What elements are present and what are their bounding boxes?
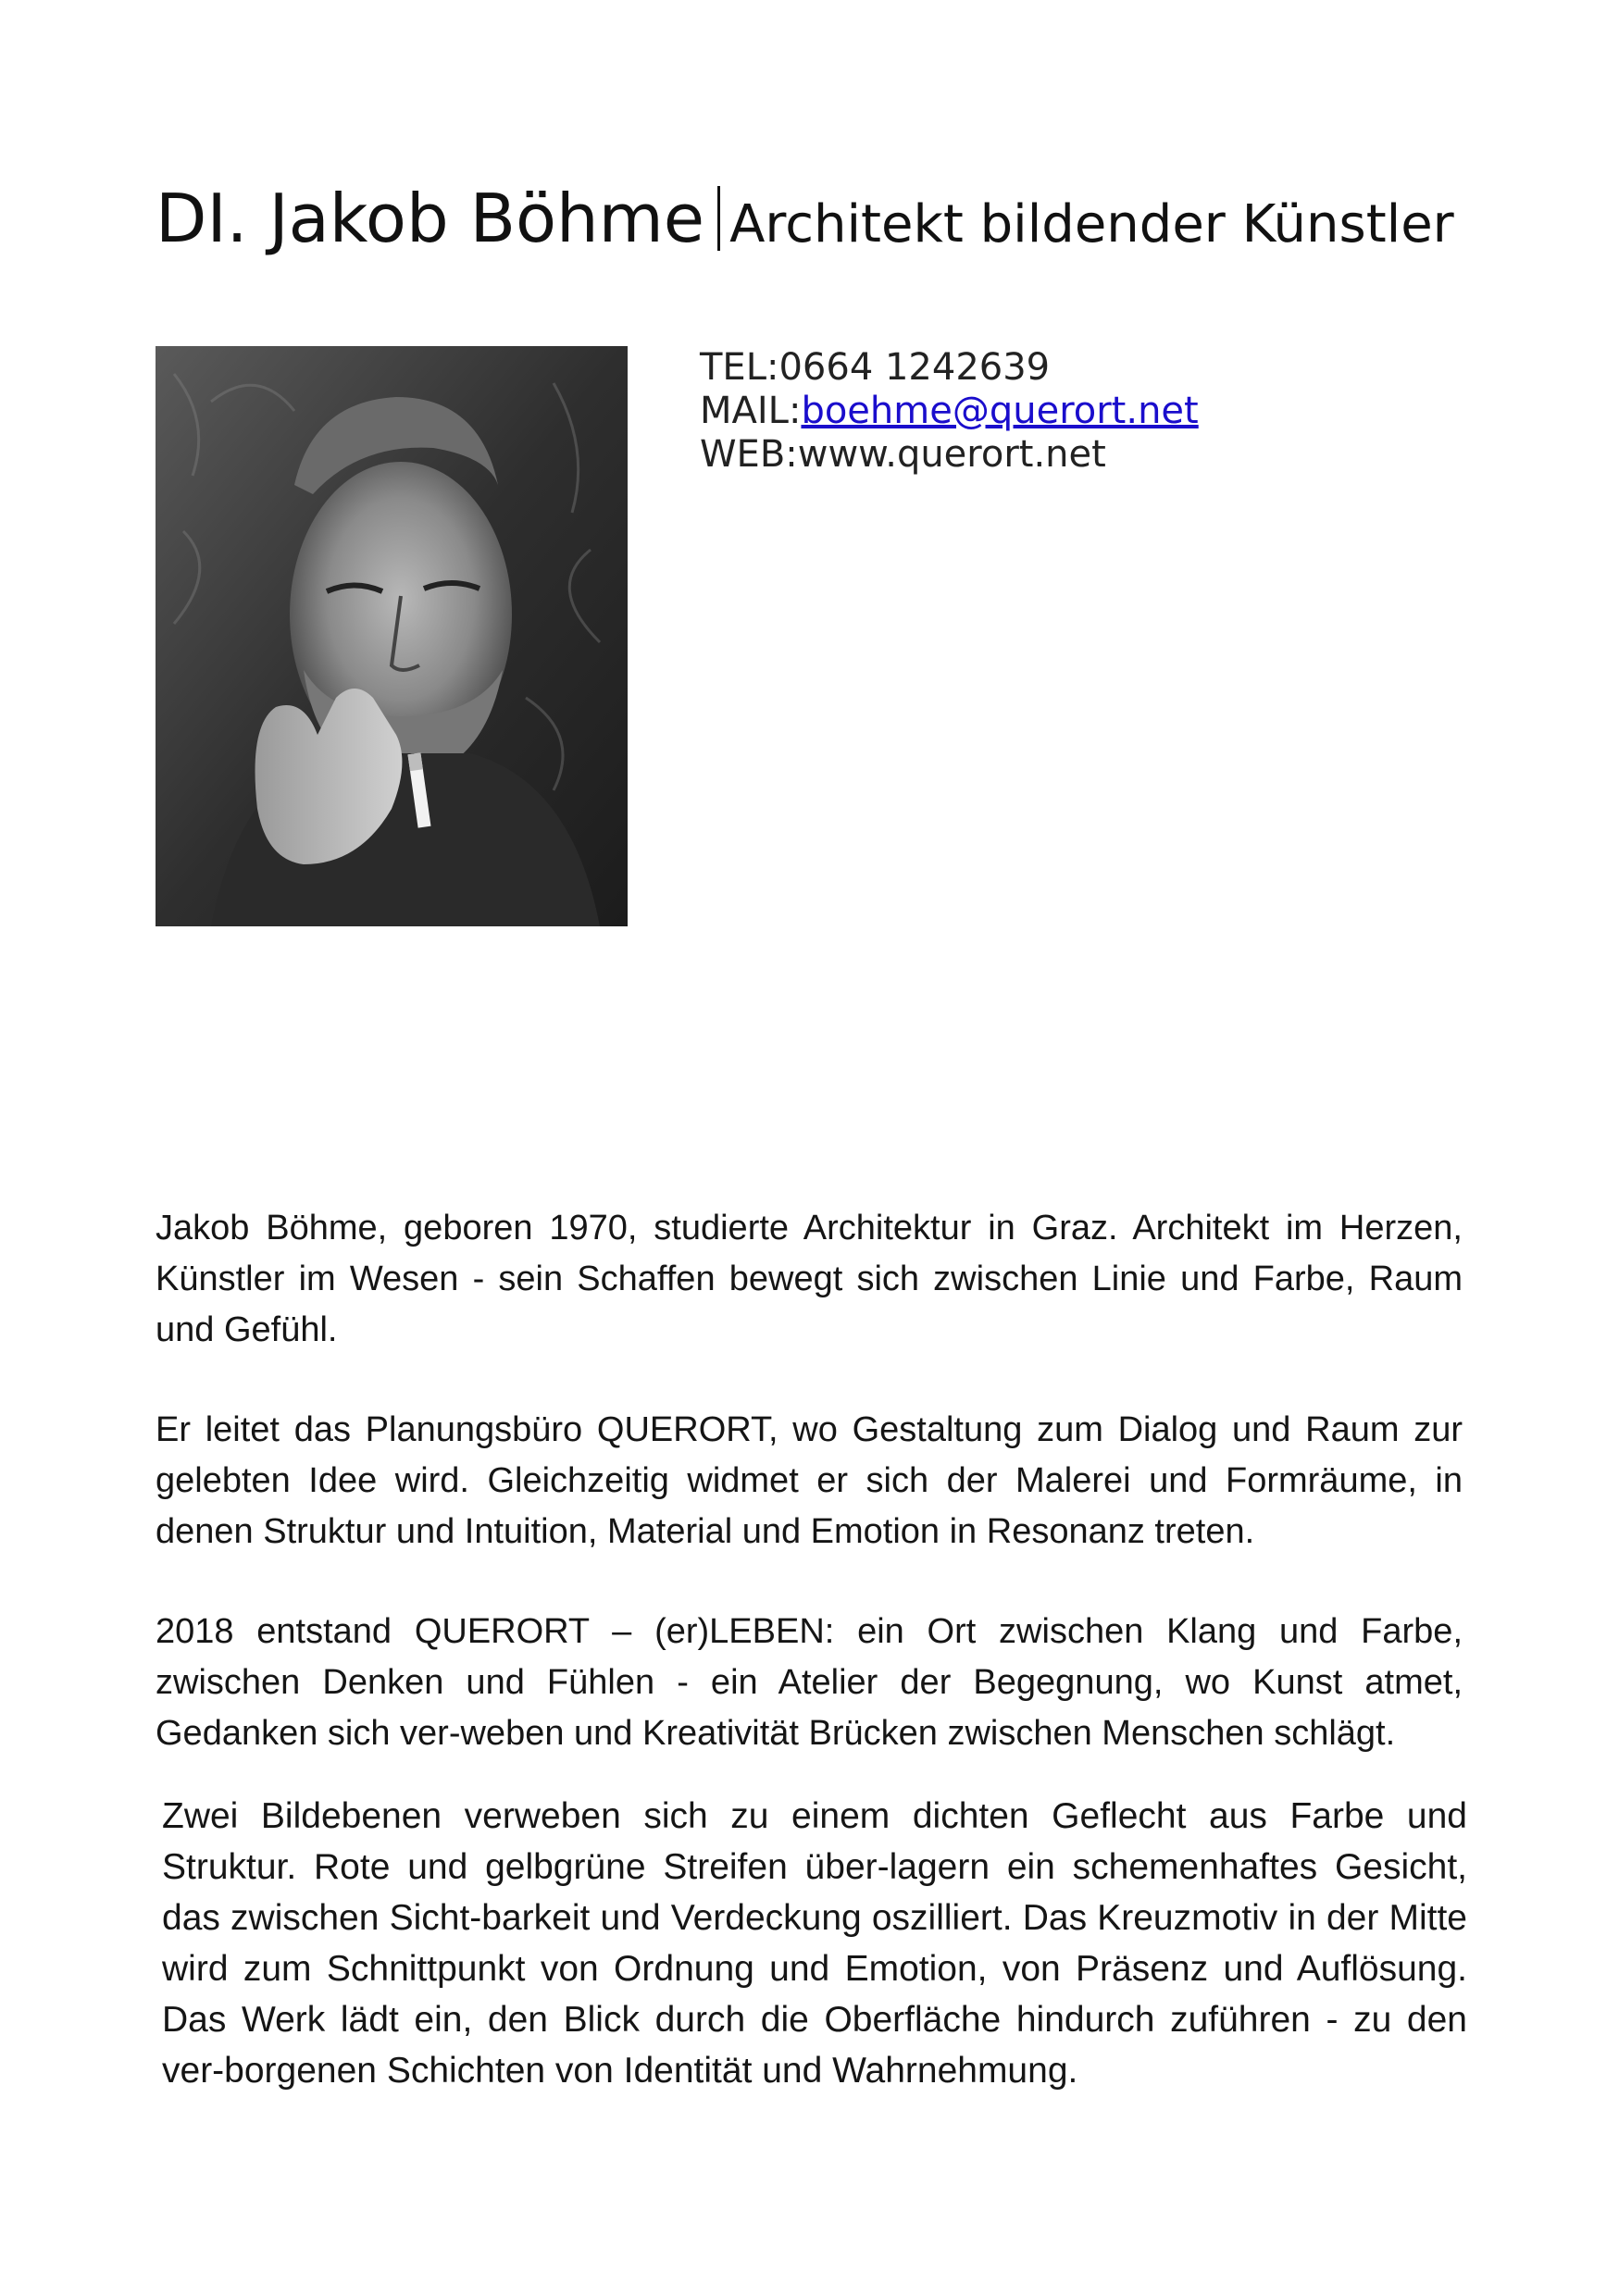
person-role: Architekt bildender Künstler <box>729 194 1454 254</box>
contact-block <box>700 346 1199 477</box>
mail-link[interactable]: boehme@querort.net <box>801 390 1199 432</box>
contact-mail-row <box>700 390 1199 433</box>
bio-paragraph-2: Er leitet das Planungsbüro QUERORT, wo Gestaltung zum Dialog und Raum zur gelebten Idee wird. Gleichzeitig widmet er sich der Malerei und Formräume, in denen Struktur und Intuition, Material und Emotion in Resonanz treten. <box>156 1410 1463 1551</box>
contact-web-row <box>700 433 1199 477</box>
web-label: WEB: <box>700 433 798 476</box>
header-separator <box>717 186 720 251</box>
portrait-illustration <box>156 346 628 926</box>
page-header <box>156 180 1454 257</box>
portrait-photo <box>156 346 628 926</box>
web-value: www.querort.net <box>797 433 1106 476</box>
bio-paragraph-3: 2018 entstand QUERORT – (er)LEBEN: ein Ort zwischen Klang und Farbe, zwischen Denken und Fühlen - ein Atelier der Begegnung, wo Kunst atmet, Gedanken sich ver-weben und Kreativität Brücken zwischen Menschen schlägt. <box>156 1612 1463 1753</box>
person-name: DI. Jakob Böhme <box>156 180 705 257</box>
bio-paragraph-1: Jakob Böhme, geboren 1970, studierte Architektur in Graz. Architekt im Herzen, Künstler im Wesen - sein Schaffen bewegt sich zwischen Linie und Farbe, Raum und Gefühl. <box>156 1209 1463 1349</box>
mail-label: MAIL: <box>700 390 802 432</box>
bio-paragraph-4: Zwei Bildebenen verweben sich zu einem dichten Geflecht aus Farbe und Struktur. Rote und gelbgrüne Streifen über-lagern ein schemenhaftes Gesicht, das zwischen Sicht-barkeit und Verdeckung oszilliert. Das Kreuzmotiv in der Mitte wird zum Schnittpunkt von Ordnung und Emotion, von Präsenz und Auflösung. Das Werk lädt ein, den Blick durch die Oberfläche hindurch zuführen - zu den ver-borgenen Schichten von Identität und Wahrnehmung. <box>162 1796 1467 2091</box>
tel-value: 0664 1242639 <box>778 346 1051 389</box>
tel-label: TEL: <box>700 346 779 389</box>
contact-tel-row <box>700 346 1199 390</box>
